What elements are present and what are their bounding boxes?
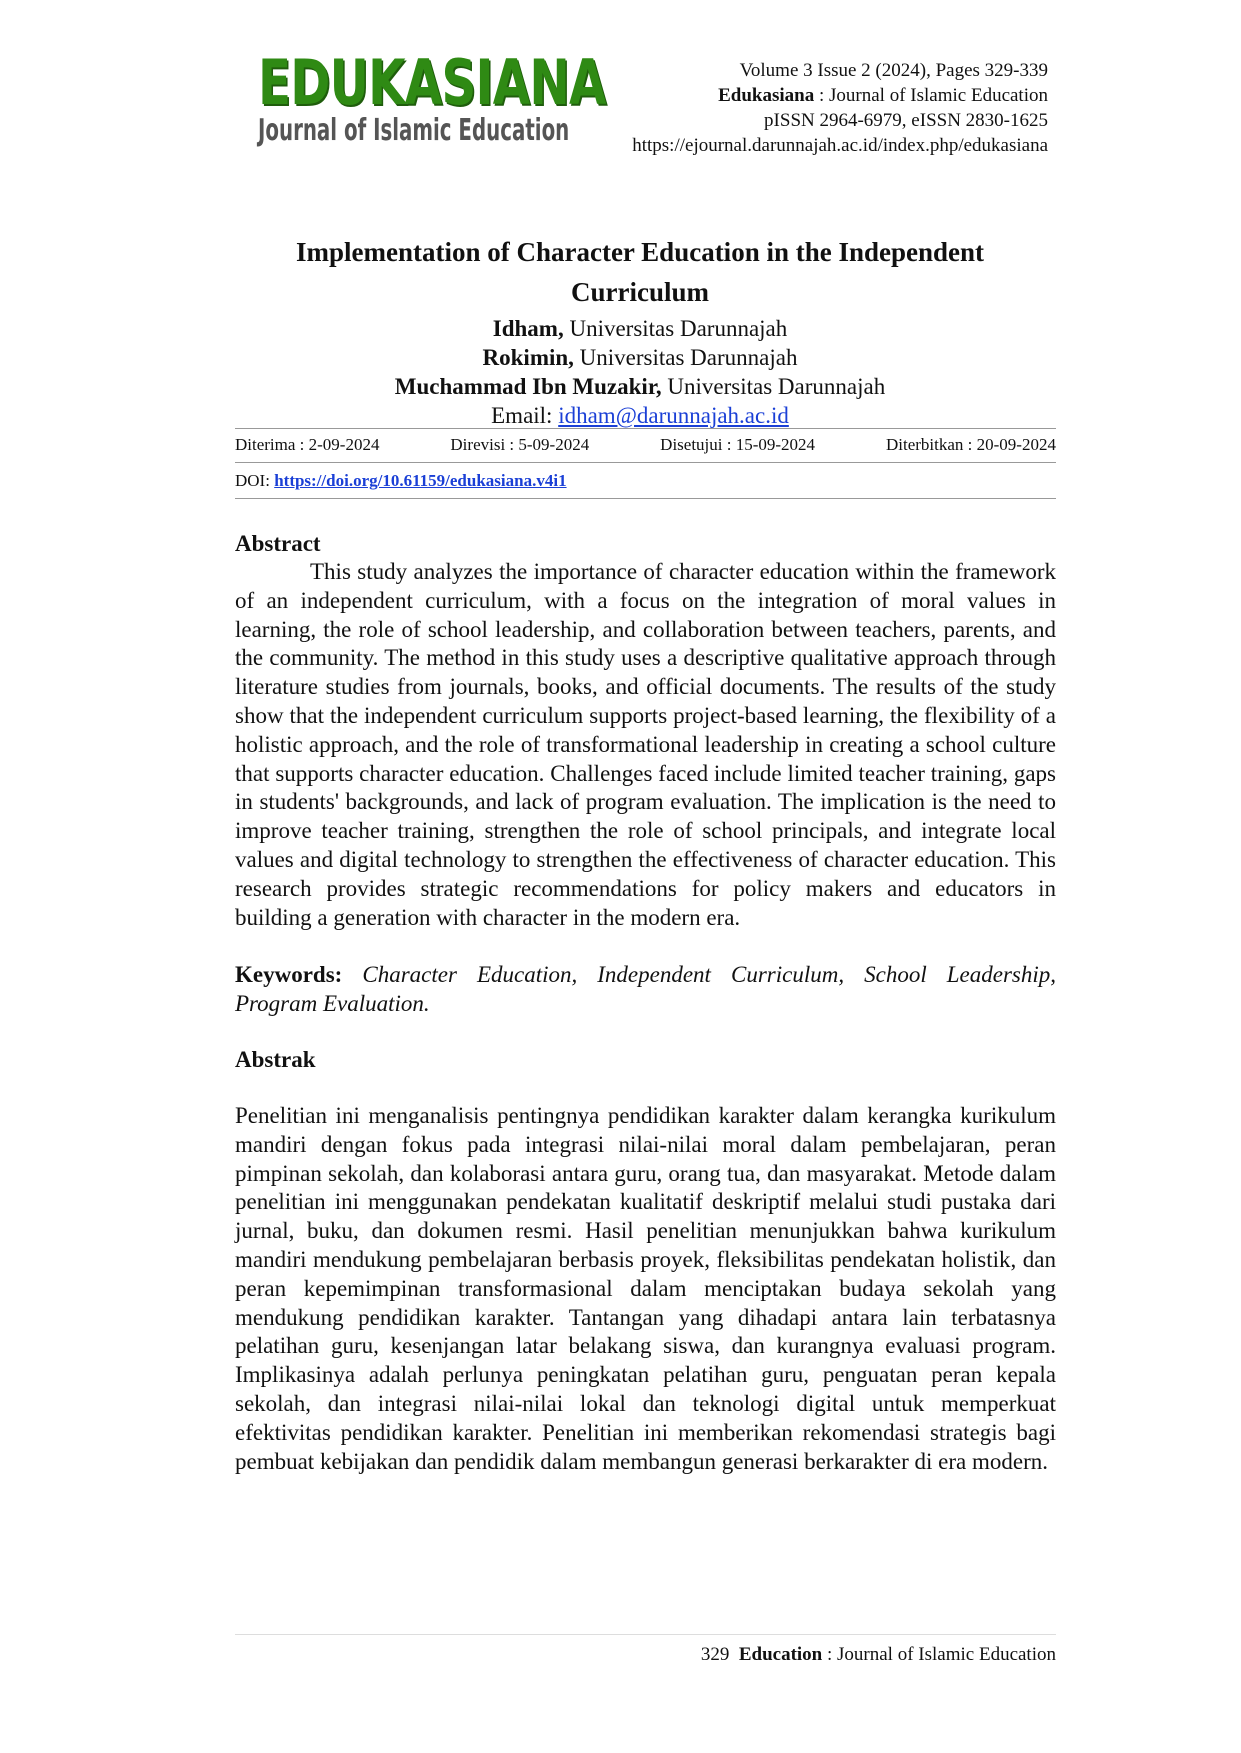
date-published: Diterbitkan : 20-09-2024 bbox=[886, 435, 1056, 454]
email-line bbox=[230, 401, 1050, 430]
submission-dates bbox=[235, 434, 1056, 456]
journal-logo bbox=[258, 46, 606, 165]
author-line bbox=[230, 314, 1050, 343]
logo-main-text: EDUKASIANA bbox=[258, 46, 606, 119]
issn-line: pISSN 2964-6979, eISSN 2830-1625 bbox=[764, 110, 1048, 131]
author-affiliation: Universitas Darunnajah bbox=[573, 345, 798, 370]
date-revised: Direvisi : 5-09-2024 bbox=[450, 435, 590, 454]
abstrak-heading: Abstrak bbox=[235, 1047, 316, 1072]
abstrak-text: Penelitian ini menganalisis pentingnya pendidikan karakter dalam kerangka kurikulum mandiri dengan fokus pada integrasi nilai-nilai moral dalam pembelajaran, peran pimpinan sekolah, dan kolaborasi antara guru, orang tua, dan masyarakat. Metode dalam penelitian ini menggunakan pendekatan kualitatif deskriptif melalui studi pustaka dari jurnal, buku, dan dokumen resmi. Hasil penelitian menunjukkan bahwa kurikulum mandiri mendukung pembelajaran berbasis proyek, fleksibilitas pendekatan holistik, dan peran kepemimpinan transformasional dalam menciptakan budaya sekolah yang mendukung pendidikan karakter. Tantangan yang dihadapi antara lain terbatasnya pelatihan guru, kesenjangan latar belakang siswa, dan kurangnya evaluasi program. Implikasinya adalah perlunya peningkatan pelatihan guru, penguatan peran kepala sekolah, dan integrasi nilai-nilai lokal dan teknologi digital untuk memperkuat efektivitas pendidikan karakter. Penelitian ini memberikan rekomendasi strategis bagi pembuat kebijakan dan pendidik dalam membangun generasi berkarakter di era modern. bbox=[235, 1103, 1056, 1474]
journal-info bbox=[632, 58, 1048, 158]
journal-name-line bbox=[632, 83, 1048, 108]
journal-url[interactable]: https://ejournal.darunnajah.ac.id/index.php/edukasiana bbox=[632, 135, 1048, 156]
doi-label: DOI: bbox=[235, 471, 275, 490]
author-name: Muchammad Ibn Muzakir, bbox=[394, 374, 662, 399]
page-number: 329 bbox=[700, 1644, 730, 1665]
author-affiliation: Universitas Darunnajah bbox=[563, 316, 788, 341]
keywords bbox=[235, 961, 1056, 1019]
footer-journal-name: Education bbox=[738, 1644, 823, 1665]
author-line bbox=[230, 343, 1050, 372]
journal-name: Edukasiana bbox=[718, 85, 815, 106]
keywords-list: Character Education, Independent Curriculum, School Leadership, Program Evaluation. bbox=[235, 962, 1056, 1016]
author-list bbox=[230, 314, 1050, 430]
author-affiliation: Universitas Darunnajah bbox=[661, 374, 886, 399]
divider bbox=[235, 498, 1056, 499]
doi-link[interactable]: https://doi.org/10.61159/edukasiana.v4i1 bbox=[274, 471, 567, 490]
divider bbox=[235, 428, 1056, 429]
footer-journal-desc: : Journal of Islamic Education bbox=[822, 1644, 1056, 1665]
volume-line: Volume 3 Issue 2 (2024), Pages 329-339 bbox=[739, 60, 1048, 81]
doi-line bbox=[235, 470, 567, 492]
abstract-heading: Abstract bbox=[235, 531, 321, 556]
page-footer bbox=[701, 1643, 1056, 1667]
author-name: Idham, bbox=[492, 316, 564, 341]
email-label: Email: bbox=[491, 403, 559, 428]
logo-sub-text: Journal of Islamic Education bbox=[258, 113, 570, 148]
footer-divider bbox=[235, 1634, 1056, 1635]
email-link[interactable]: idham@darunnajah.ac.id bbox=[558, 403, 789, 428]
article-title: Implementation of Character Education in the Independent Curriculum bbox=[295, 237, 985, 307]
date-received: Diterima : 2-09-2024 bbox=[235, 435, 380, 454]
date-accepted: Disetujui : 15-09-2024 bbox=[660, 435, 816, 454]
author-name: Rokimin, bbox=[482, 345, 574, 370]
author-line bbox=[230, 372, 1050, 401]
keywords-label: Keywords: bbox=[235, 962, 343, 987]
abstract-text: This study analyzes the importance of character education within the framework of an independent curriculum, with a focus on the integration of moral values in learning, the role of school leadership, and collaboration between teachers, parents, and the community. The method in this study uses a descriptive qualitative approach through literature studies from journals, books, and official documents. The results of the study show that the independent curriculum supports project-based learning, the flexibility of a holistic approach, and the role of transformational leadership in creating a school culture that supports character education. Challenges faced include limited teacher training, gaps in students' backgrounds, and lack of program evaluation. The implication is the need to improve teacher training, strengthen the role of school principals, and integrate local values and digital technology to strengthen the effectiveness of character education. This research provides strategic recommendations for policy makers and educators in building a generation with character in the modern era. bbox=[235, 559, 1056, 930]
divider bbox=[235, 462, 1056, 463]
journal-desc: : Journal of Islamic Education bbox=[814, 85, 1048, 106]
